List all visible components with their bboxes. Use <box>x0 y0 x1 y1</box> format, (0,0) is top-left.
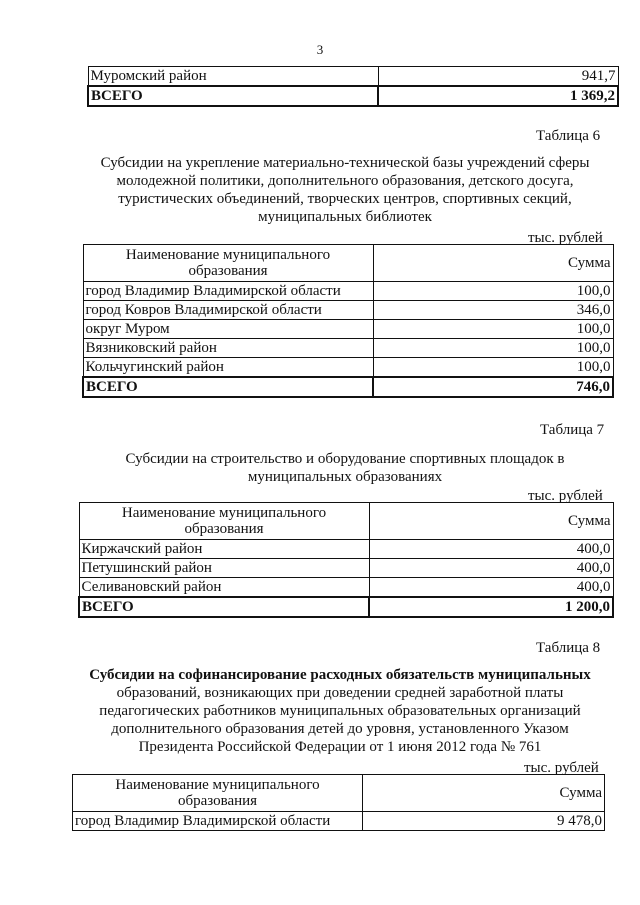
total-label: ВСЕГО <box>83 377 373 397</box>
header-amount: Сумма <box>373 245 613 282</box>
table-header <box>79 503 613 540</box>
title-line: Субсидии на укрепление материально-технической базы учреждений сферы <box>100 155 590 171</box>
table7 <box>78 502 614 618</box>
header-name: Наименование муниципального образования <box>73 775 363 812</box>
title-line: Президента Российской Федерации от 1 июня 2012 года № 761 <box>138 739 542 755</box>
header-amount: Сумма <box>363 775 605 812</box>
total-label: ВСЕГО <box>79 597 369 617</box>
row-name: Кольчугинский район <box>83 358 373 378</box>
table6 <box>82 244 614 398</box>
total-row <box>88 86 618 106</box>
title-line: молодежной политики, дополнительного образования, детского досуга, <box>116 173 574 189</box>
header-name: Наименование муниципального образования <box>83 245 373 282</box>
table6-caption: Таблица 6 <box>536 128 601 144</box>
row-name: Киржачский район <box>79 540 369 559</box>
table-header <box>73 775 605 812</box>
row-name: Вязниковский район <box>83 339 373 358</box>
table-row <box>83 282 613 301</box>
table8-unit: тыс. рублей <box>524 760 599 776</box>
table6-title <box>80 154 610 226</box>
table-row <box>83 320 613 339</box>
table7-title <box>80 450 610 486</box>
row-amount: 100,0 <box>373 282 613 301</box>
row-amount: 100,0 <box>373 320 613 339</box>
total-row <box>83 377 613 397</box>
table-row <box>73 812 605 831</box>
table-row <box>88 67 618 87</box>
table8-caption: Таблица 8 <box>536 640 601 656</box>
row-amount: 941,7 <box>378 67 618 87</box>
header-amount: Сумма <box>369 503 613 540</box>
title-line: туристических объединений, творческих центров, спортивных секций, <box>118 191 572 207</box>
row-name: город Владимир Владимирской области <box>83 282 373 301</box>
row-name: Муромский район <box>88 67 378 87</box>
row-name: округ Муром <box>83 320 373 339</box>
title-line: педагогических работников муниципальных образовательных организаций <box>99 703 581 719</box>
row-name: город Владимир Владимирской области <box>73 812 363 831</box>
table6-unit: тыс. рублей <box>528 230 603 246</box>
table7-caption: Таблица 7 <box>540 422 605 438</box>
header-name: Наименование муниципального образования <box>79 503 369 540</box>
row-name: Селивановский район <box>79 578 369 598</box>
title-line: дополнительного образования детей до уровня, установленного Указом <box>111 721 569 737</box>
row-amount: 400,0 <box>369 578 613 598</box>
row-name: Петушинский район <box>79 559 369 578</box>
row-amount: 400,0 <box>369 540 613 559</box>
table-header <box>83 245 613 282</box>
row-name: город Ковров Владимирской области <box>83 301 373 320</box>
page-number: 3 <box>316 42 324 57</box>
total-amount: 1 200,0 <box>369 597 613 617</box>
table-row <box>79 540 613 559</box>
table8 <box>72 774 605 831</box>
table-row <box>83 301 613 320</box>
table5-tail <box>87 66 619 107</box>
table7-unit: тыс. рублей <box>528 488 603 504</box>
row-amount: 400,0 <box>369 559 613 578</box>
row-amount: 100,0 <box>373 339 613 358</box>
row-amount: 346,0 <box>373 301 613 320</box>
total-amount: 1 369,2 <box>378 86 618 106</box>
total-row <box>79 597 613 617</box>
title-line: Субсидии на строительство и оборудование спортивных площадок в <box>125 451 565 467</box>
title-line: муниципальных образованиях <box>247 469 443 485</box>
title-line: муниципальных библиотек <box>258 209 432 225</box>
total-label: ВСЕГО <box>88 86 378 106</box>
table-row <box>79 578 613 598</box>
total-amount: 746,0 <box>373 377 613 397</box>
title-line: образований, возникающих при доведении средней заработной платы <box>116 685 564 701</box>
table8-title <box>70 666 610 756</box>
title-line: Субсидии на софинансирование расходных обязательств муниципальных <box>89 667 591 683</box>
row-amount: 100,0 <box>373 358 613 378</box>
table-row <box>83 358 613 378</box>
row-amount: 9 478,0 <box>363 812 605 831</box>
table-row <box>79 559 613 578</box>
table-row <box>83 339 613 358</box>
